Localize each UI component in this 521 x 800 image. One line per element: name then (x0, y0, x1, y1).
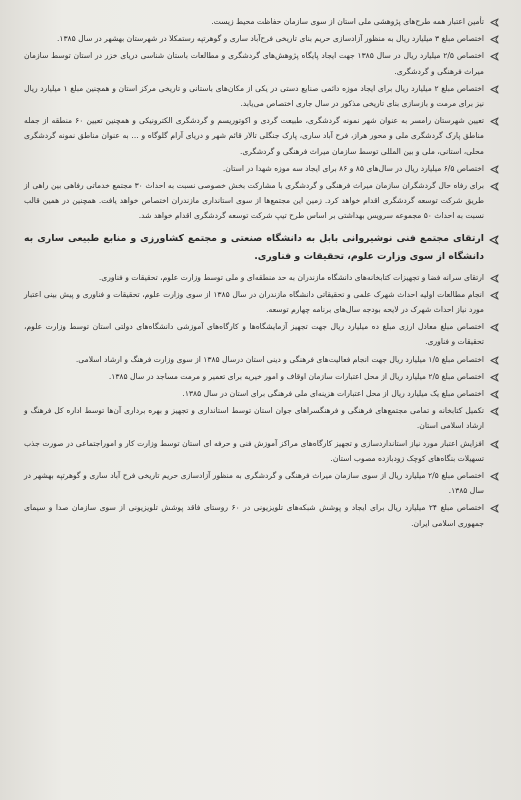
list-item (24, 319, 499, 349)
list-item (24, 287, 499, 317)
list-item (24, 48, 499, 78)
arrow-bullet-icon (490, 52, 499, 61)
list-item-text: تعیین شهرستان رامسر به عنوان شهر نمونه گردشگری، طبیعت گردی و اکوتوریسم و گردشگری الکترونیکی و همچنین تعیین ۶۰ منطقه از جمله مناطق پارک گردشگری ملی و محور هراز، فرح آباد ساری، پارک جنگلی تالار قائم شهر و دریای آرام گلوگاه و … به عنوان مناطق نمونه گردشگری محلی، استانی، ملی و بین المللی توسط سازمان میراث فرهنگی و گردشگری. (24, 116, 484, 156)
arrow-bullet-icon (490, 182, 499, 191)
arrow-bullet-icon (490, 165, 499, 174)
list-item-text: انجام مطالعات اولیه احداث شهرک علمی و تحقیقاتی دانشگاه مازندران در سال ۱۳۸۵ از سوی وزارت علوم، تحقیقات و فناوری و پیش بینی اعتبار مورد نیاز احداث شهرک در لایحه بودجه سال‌های برنامه چهارم توسعه. (24, 289, 484, 315)
list-item (24, 81, 499, 111)
list-item-text: اختصاص مبلغ ۲/۵ میلیارد ریال از محل اعتبارات سازمان اوقاف و امور خیریه برای تعمیر و مرمت مساجد در سال ۱۳۸۵. (108, 371, 484, 381)
list-item-text: ارتقای سرانه فضا و تجهیزات کتابخانه‌های دانشگاه مازندران به حد منطقه‌ای و ملی توسط وزارت علوم، تحقیقات و فناوری. (98, 272, 484, 282)
list-item-text: اختصاص مبلغ معادل ارزی مبلغ ده میلیارد ریال جهت تجهیز آزمایشگاه‌ها و کارگاه‌های آموزشی دانشگاه‌های دولتی استان توسط وزارت علوم، تحقیقات و فناوری. (24, 322, 484, 347)
arrow-bullet-icon (490, 440, 499, 449)
list-item-text: افزایش اعتبار مورد نیاز استانداردسازی و تجهیز کارگاه‌های مراکز آموزش فنی و حرفه ای استان توسط وزارت کار و اموراجتماعی در صورت جذب تسهیلات بنگاه‌های کوچک زودبازده مصوب استان. (24, 438, 484, 463)
section-heading (24, 230, 499, 266)
arrow-bullet-icon (489, 235, 499, 245)
list-item (24, 500, 499, 530)
list-item (24, 161, 499, 176)
list-item (24, 113, 499, 159)
arrow-bullet-icon (490, 291, 499, 300)
list-item (24, 270, 499, 285)
section-heading-text: ارتقای مجتمع فنی نوشیروانی بابل به دانشگاه صنعتی و مجتمع کشاورزی و منابع طبیعی ساری به دانشگاه از سوی وزارت علوم، تحقیقات و فناوری. (24, 232, 484, 262)
list-item-text: اختصاص مبلغ ۲ میلیارد ریال برای ایجاد موزه دائمی صنایع دستی در یکی از مکان‌های باستانی و تاریخی مرکز استان و همچنین مبلغ ۱ میلیارد ریال نیز برای مرمت و بازسازی بنای تاریخی مذکور در سال جاری اختصاص می‌یابد. (24, 83, 484, 109)
list-item-text: اختصاص مبلغ ۱/۵ میلیارد ریال جهت انجام فعالیت‌های فرهنگی و دینی استان درسال ۱۳۸۵ از سوی وزارت فرهنگ و ارشاد اسلامی. (75, 354, 484, 364)
arrow-bullet-icon (490, 117, 499, 126)
list-item (24, 468, 499, 498)
list-item-text: اختصاص ۶/۵ میلیارد ریال در سال‌های ۸۵ و ۸۶ برای ایجاد سه موزه شهدا در استان. (222, 163, 484, 173)
arrow-bullet-icon (490, 85, 499, 94)
arrow-bullet-icon (490, 35, 499, 44)
list-item-text: تأمین اعتبار همه طرح‌های پژوهشی ملی استان از سوی سازمان حفاظت محیط زیست. (211, 17, 484, 26)
list-item-text: اختصاص مبلغ یک میلیارد ریال از محل اعتبارات هزینه‌ای ملی فرهنگی برای استان در سال ۱۳۸۵. (182, 389, 484, 399)
list-item (24, 386, 499, 401)
list-item (24, 14, 499, 29)
arrow-bullet-icon (490, 407, 499, 416)
list-item-text: اختصاص ۲/۵ میلیارد ریال در سال ۱۳۸۵ جهت ایجاد پایگاه پژوهش‌های گردشگری و مطالعات باستان شناسی دریای خزر در استان توسط سازمان میراث فرهنگی و گردشگری. (24, 51, 484, 76)
list-item-text: اختصاص مبلغ ۲۴ میلیارد ریال برای ایجاد و پوشش شبکه‌های تلویزیونی در ۶۰ روستای فاقد پوشش تلویزیونی از سوی سازمان صدا و سیمای جمهوری اسلامی ایران. (24, 503, 485, 528)
arrow-bullet-icon (490, 18, 499, 27)
list-item-text: اختصاص مبلغ ۳ میلیارد ریال به منظور آزادسازی حریم بنای تاریخی فرح‌آباد ساری و گوهرتپه رستمکلا در شهرستان بهشهر در سال ۱۳۸۵. (56, 34, 484, 44)
list-item (24, 403, 499, 433)
list-item (24, 352, 499, 367)
list-item (24, 369, 499, 384)
arrow-bullet-icon (490, 356, 499, 365)
arrow-bullet-icon (490, 390, 499, 399)
arrow-bullet-icon (490, 274, 499, 283)
bottom-bullet-list (24, 270, 499, 531)
arrow-bullet-icon (490, 504, 499, 513)
top-bullet-list (24, 14, 499, 224)
arrow-bullet-icon (490, 472, 499, 481)
arrow-bullet-icon (490, 373, 499, 382)
list-item (24, 178, 499, 224)
list-item-text: برای رفاه حال گردشگران سازمان میراث فرهنگی و گردشگری با مشارکت بخش خصوصی نسبت به احداث ۳۰ مجتمع خدماتی رفاهی بین راهی از طریق شرکت توسعه گردشگری اقدام خواهد کرد. زمین این مجتمع‌ها از سوی استانداری مازندران اختصاص خواهد یافت. همچنین در همین قالب نسبت به احداث ۵۰ مجموعه سرویس بهداشتی بر اساس طرح تیپ شرکت توسعه گردشگری اقدام خواهد شد. (24, 181, 485, 221)
arrow-bullet-icon (490, 323, 499, 332)
list-item-text: تکمیل کتابخانه و تمامی مجتمع‌های فرهنگی و فرهنگسراهای جوان استان توسط استانداری و تجهیز و بهره برداری آن‌ها توسط اداره کل فرهنگ و ارشاد اسلامی استان. (24, 406, 484, 431)
list-item-text: اختصاص مبلغ ۲/۵ میلیارد ریال از سوی سازمان میراث فرهنگی و گردشگری به منظور آزادسازی حریم تاریخی فرح آباد ساری و گوهرتپه بهشهر در سال ۱۳۸۵. (24, 471, 485, 496)
list-item (24, 31, 499, 46)
list-item (24, 436, 499, 466)
